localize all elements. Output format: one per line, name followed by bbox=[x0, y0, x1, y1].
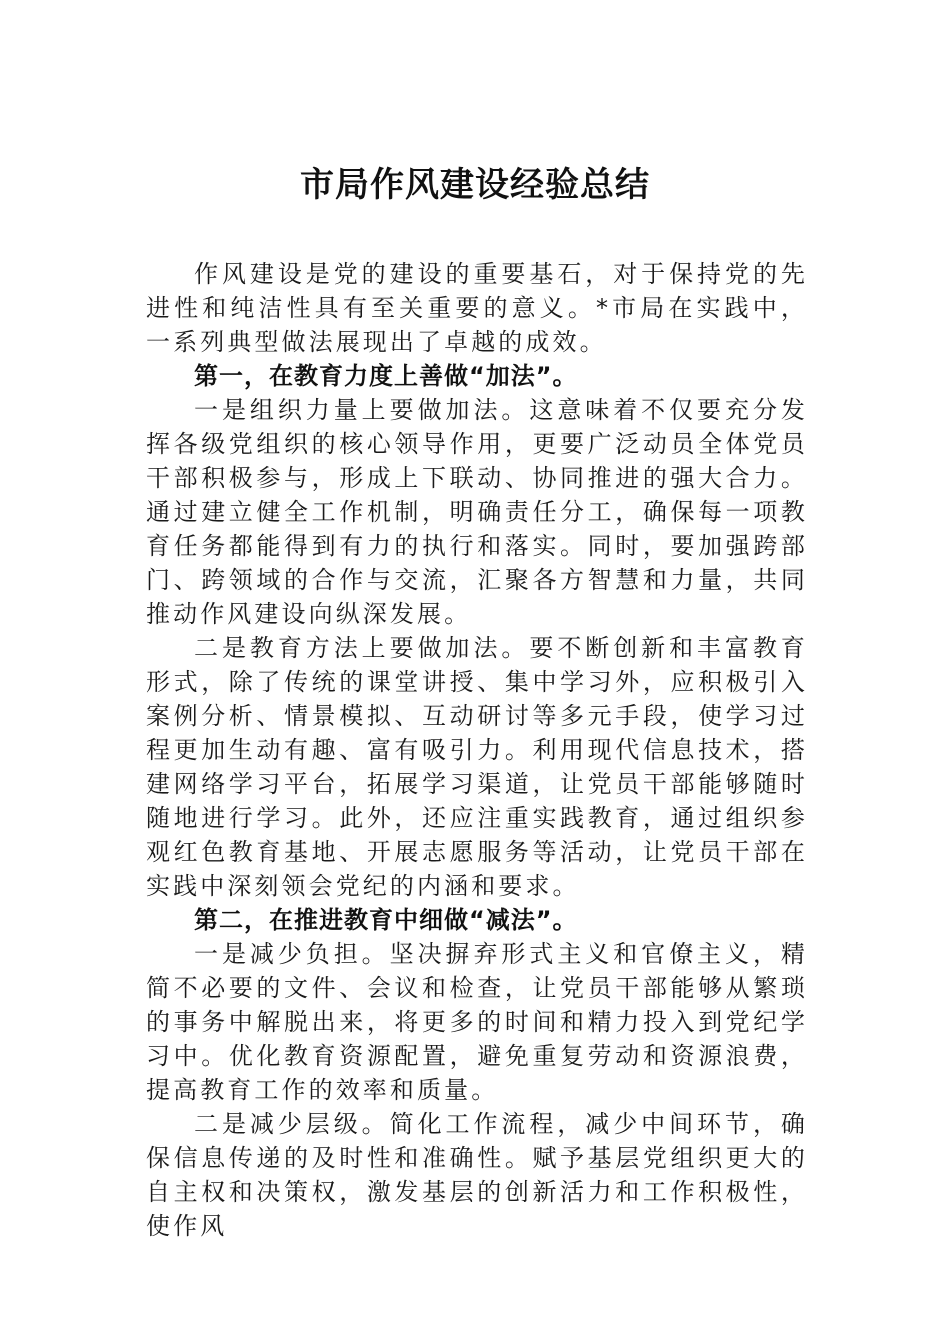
section-heading-first: 第一，在教育力度上善做“加法”。 bbox=[194, 362, 578, 390]
intro-paragraph: 作风建设是党的建设的重要基石，对于保持党的先进性和纯洁性具有至关重要的意义。*市局在实践中，一系列典型做法展现出了卓越的成效。 bbox=[146, 260, 808, 356]
body-paragraph: 一是减少负担。坚决摒弃形式主义和官僚主义，精简不必要的文件、会议和检查，让党员干部能够从繁琐的事务中解脱出来，将更多的时间和精力投入到党纪学习中。优化教育资源配置，避免重复劳动和资源浪费，提高教育工作的效率和质量。 bbox=[146, 940, 808, 1104]
document-body bbox=[146, 257, 808, 1243]
body-paragraph: 二是减少层级。简化工作流程，减少中间环节，确保信息传递的及时性和准确性。赋予基层党组织更大的自主权和决策权，激发基层的创新活力和工作积极性，使作风 bbox=[146, 1110, 808, 1240]
document-title: 市局作风建设经验总结 bbox=[300, 165, 650, 205]
body-paragraph: 一是组织力量上要做加法。这意味着不仅要充分发挥各级党组织的核心领导作用，更要广泛动员全体党员干部积极参与，形成上下联动、协同推进的强大合力。通过建立健全工作机制，明确责任分工，确保每一项教育任务都能得到有力的执行和落实。同时，要加强跨部门、跨领域的合作与交流，汇聚各方智慧和力量，共同推动作风建设向纵深发展。 bbox=[146, 396, 808, 628]
body-paragraph: 二是教育方法上要做加法。要不断创新和丰富教育形式，除了传统的课堂讲授、集中学习外，应积极引入案例分析、情景模拟、互动研讨等多元手段，使学习过程更加生动有趣、富有吸引力。利用现代信息技术，搭建网络学习平台，拓展学习渠道，让党员干部能够随时随地进行学习。此外，还应注重实践教育，通过组织参观红色教育基地、开展志愿服务等活动，让党员干部在实践中深刻领会党纪的内涵和要求。 bbox=[146, 634, 808, 900]
section-heading-second: 第二，在推进教育中细做“减法”。 bbox=[194, 906, 578, 934]
